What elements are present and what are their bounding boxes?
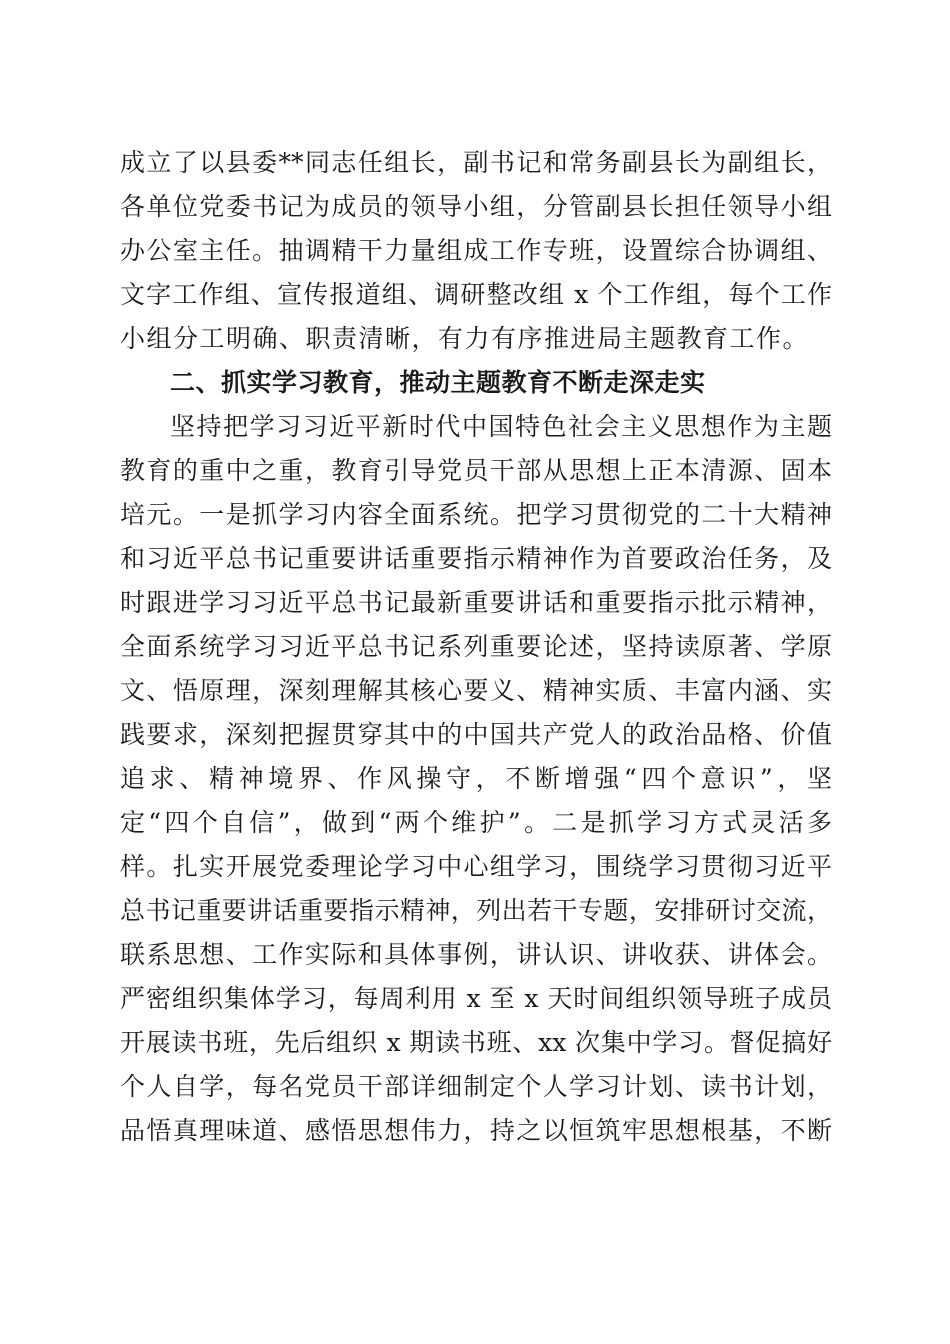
body-text-line: 各单位党委书记为成员的领导小组，分管副县长担任领导小组 [120,192,832,221]
body-text-line: 文字工作组、宣传报道组、调研整改组 x 个工作组，每个工作 [120,280,832,309]
body-text-line: 全面系统学习习近平总书记系列重要论述，坚持读原著、学原 [120,632,832,661]
paragraph-first-line: 坚持把学习习近平新时代中国特色社会主义思想作为主题 [170,412,832,441]
body-text-line: 定“四个自信”，做到“两个维护”。二是抓学习方式灵活多 [120,808,832,837]
body-text-line: 个人自学，每名党员干部详细制定个人学习计划、读书计划， [120,1072,832,1101]
body-text-line: 严密组织集体学习，每周利用 x 至 x 天时间组织领导班子成员 [120,984,832,1013]
body-text-line: 文、悟原理，深刻理解其核心要义、精神实质、丰富内涵、实 [120,676,832,705]
body-text-line: 成立了以县委**同志任组长，副书记和常务副县长为副组长， [120,148,832,177]
body-text-line: 样。扎实开展党委理论学习中心组学习，围绕学习贯彻习近平 [120,852,832,881]
body-text-line: 办公室主任。抽调精干力量组成工作专班，设置综合协调组、 [120,236,832,265]
body-text-line: 品悟真理味道、感悟思想伟力，持之以恒筑牢思想根基，不断 [120,1116,832,1145]
body-text-line: 追求、精神境界、作风操守，不断增强“四个意识”，坚 [120,764,832,793]
body-text-line: 总书记重要讲话重要指示精神，列出若干专题，安排研讨交流， [120,896,832,925]
body-text-line: 开展读书班，先后组织 x 期读书班、xx 次集中学习。督促搞好 [120,1028,832,1057]
body-text-line: 和习近平总书记重要讲话重要指示精神作为首要政治任务，及 [120,544,832,573]
body-text-line: 时跟进学习习近平总书记最新重要讲话和重要指示批示精神， [120,588,832,617]
body-text-line: 教育的重中之重，教育引导党员干部从思想上正本清源、固本 [120,456,832,485]
body-text-line: 践要求，深刻把握贯穿其中的中国共产党人的政治品格、价值 [120,720,832,749]
body-text-line: 小组分工明确、职责清晰，有力有序推进局主题教育工作。 [120,324,810,353]
section-heading: 二、抓实学习教育，推动主题教育不断走深走实 [170,368,706,397]
body-text-line: 培元。一是抓学习内容全面系统。把学习贯彻党的二十大精神 [120,500,832,529]
body-text-line: 联系思想、工作实际和具体事例，讲认识、讲收获、讲体会。 [120,940,832,969]
